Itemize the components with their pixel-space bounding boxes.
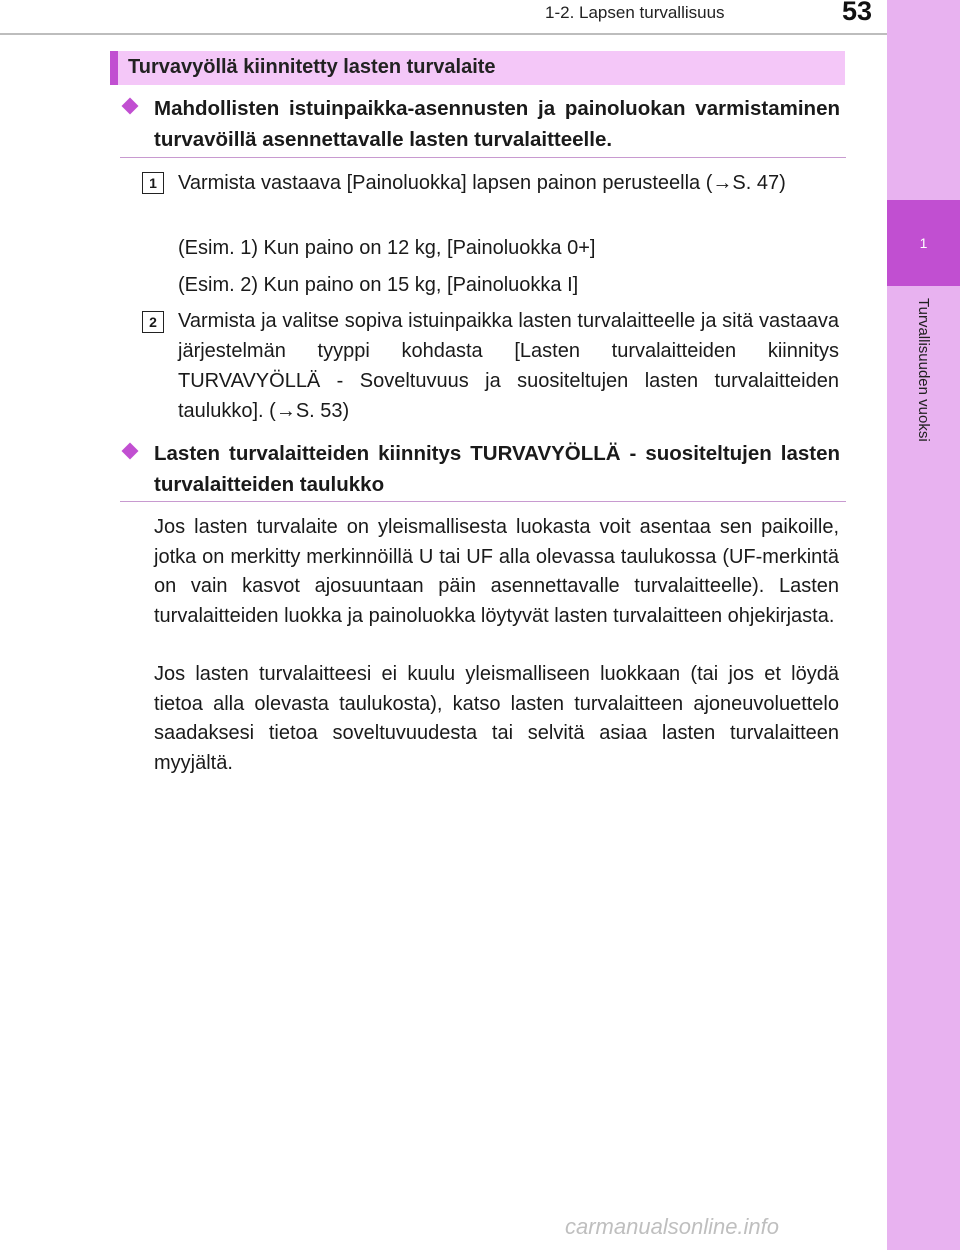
section-title: Turvavyöllä kiinnitetty lasten turvalaite xyxy=(128,56,496,78)
page-number: 53 xyxy=(842,0,873,26)
step-2-text: Varmista ja valitse sopiva istuinpaikka lasten turvalaitteelle ja sitä vastaava järjestelmän tyyppi kohdasta [Lasten turvalaitteiden kiinnitys TURVAVYÖLLÄ - Soveltuvuus ja suositeltujen lasten turvalaitteiden taulukko]. (→S. 53) xyxy=(178,310,839,422)
header-divider xyxy=(0,33,888,35)
diamond-bullet-icon xyxy=(122,98,139,115)
chapter-side-tab xyxy=(887,0,960,1250)
section-title-bar xyxy=(110,51,845,85)
subheading-recommended-table: Lasten turvalaitteiden kiinnitys TURVAVYÖLLÄ - suositeltujen lasten turvalaitteiden taulukko xyxy=(154,442,840,496)
step-1-text: Varmista vastaava [Painoluokka] lapsen painon perusteella (→S. 47) xyxy=(178,172,786,194)
site-watermark: carmanualsonline.info xyxy=(565,1214,780,1239)
subheading-divider xyxy=(120,157,846,158)
step-1-example-1: (Esim. 1) Kun paino on 12 kg, [Painoluokka 0+] xyxy=(178,237,596,259)
body-paragraph-non-universal: Jos lasten turvalaitteesi ei kuulu yleismalliseen luokkaan (tai jos et löydä tietoa alla olevasta taulukosta), katso lasten turvalaitteen ajoneuvoluettelo saadaksesi tietoa soveltuvuudesta tai selvitä asiaa lasten turvalaitteen myyjältä. xyxy=(154,663,839,774)
diamond-bullet-icon xyxy=(122,443,139,460)
chapter-number-tab[interactable]: 1 xyxy=(887,200,960,286)
step-number-2: 2 xyxy=(142,311,164,333)
subheading-seat-position-check: Mahdollisten istuinpaikka-asennusten ja painoluokan varmistaminen turvavöillä asennettavalle lasten turvalaitteelle. xyxy=(154,97,840,151)
step-1-example-2: (Esim. 2) Kun paino on 15 kg, [Painoluokka I] xyxy=(178,274,579,296)
subheading-divider xyxy=(120,501,846,502)
step-number-1: 1 xyxy=(142,172,164,194)
running-header-section: 1-2. Lapsen turvallisuus xyxy=(545,3,725,22)
chapter-title-label: Turvallisuuden vuoksi xyxy=(915,298,932,442)
body-paragraph-universal: Jos lasten turvalaite on yleismallisesta luokasta voit asentaa sen paikoille, jotka on merkitty merkinnöillä U tai UF alla olevassa taulukossa (UF-merkintä on vain kasvot ajosuuntaan päin asennettavalle turvalaitteelle). Lasten turvalaitteiden luokka ja painoluokka löytyvät lasten turvalaitteen ohjekirjasta. xyxy=(154,516,839,627)
